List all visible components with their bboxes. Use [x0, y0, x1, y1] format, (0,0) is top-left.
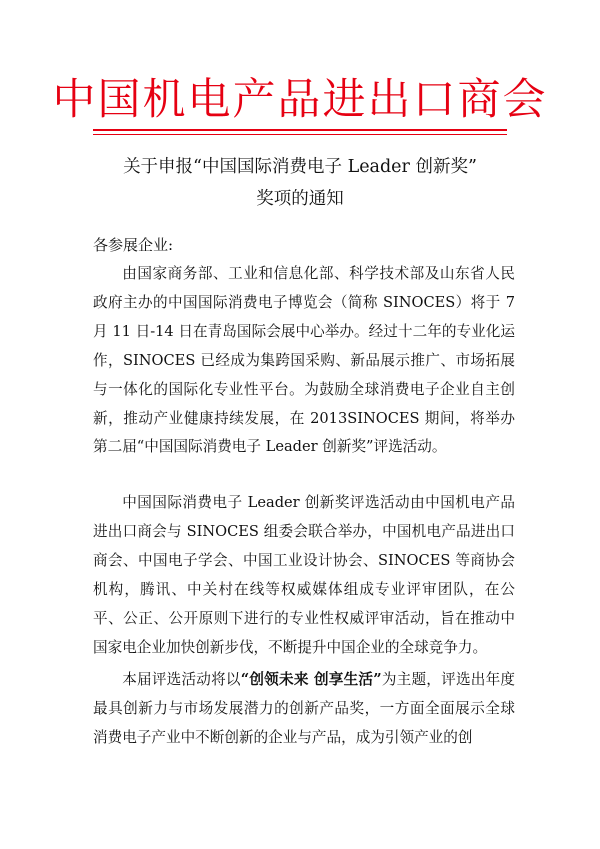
salutation: 各参展企业:	[93, 236, 174, 254]
notice-title-line1: 关于申报“中国国际消费电子 Leader 创新奖”	[123, 157, 477, 177]
paragraph3-lead: 本届评选活动将以	[122, 671, 241, 688]
body-paragraph-1: 由国家商务部、工业和信息化部、科学技术部及山东省人民政府主办的中国国际消费电子博览会（简称 SINOCES）将于 7 月 11 日-14 日在青岛国际会展中心举办。经过十二年的专业化运作，SINOCES 已经成为集跨国采购、新品展示推广、市场拓展与一体化的国际化专业性平台。为鼓励全球消费电子企业自主创新，推动产业健康持续发展，在 2013SINOCES 期间，将举办第二届“中国国际消费电子 Leader 创新奖”评选活动。	[93, 265, 515, 456]
event-theme: “创领未来 创享生活”	[240, 671, 382, 688]
masthead-rule-thick	[93, 129, 507, 131]
body-paragraph-3	[93, 666, 515, 753]
masthead-rule-thin	[93, 134, 507, 135]
paragraph3-rest: 为主题，评选出年度最具创新力与市场发展潜力的创新产品奖，一方面全面展示全球消费电子产业中不断创新的企业与产品，成为引领产业的创	[93, 671, 515, 746]
org-masthead: 中国机电产品进出口商会	[52, 75, 548, 125]
body-paragraph-2: 中国国际消费电子 Leader 创新奖评选活动由中国机电产品进出口商会与 SINOCES 组委会联合举办，中国机电产品进出口商会、中国电子学会、中国工业设计协会、SINOCES 等商协会机构，腾讯、中关村在线等权威媒体组成专业评审团队，在公平、公正、公开原则下进行的专业性权威评审活动，旨在推动中国家电企业加快创新步伐，不断提升中国企业的全球竞争力。	[93, 494, 515, 656]
notice-title-line2: 奖项的通知	[256, 189, 344, 209]
